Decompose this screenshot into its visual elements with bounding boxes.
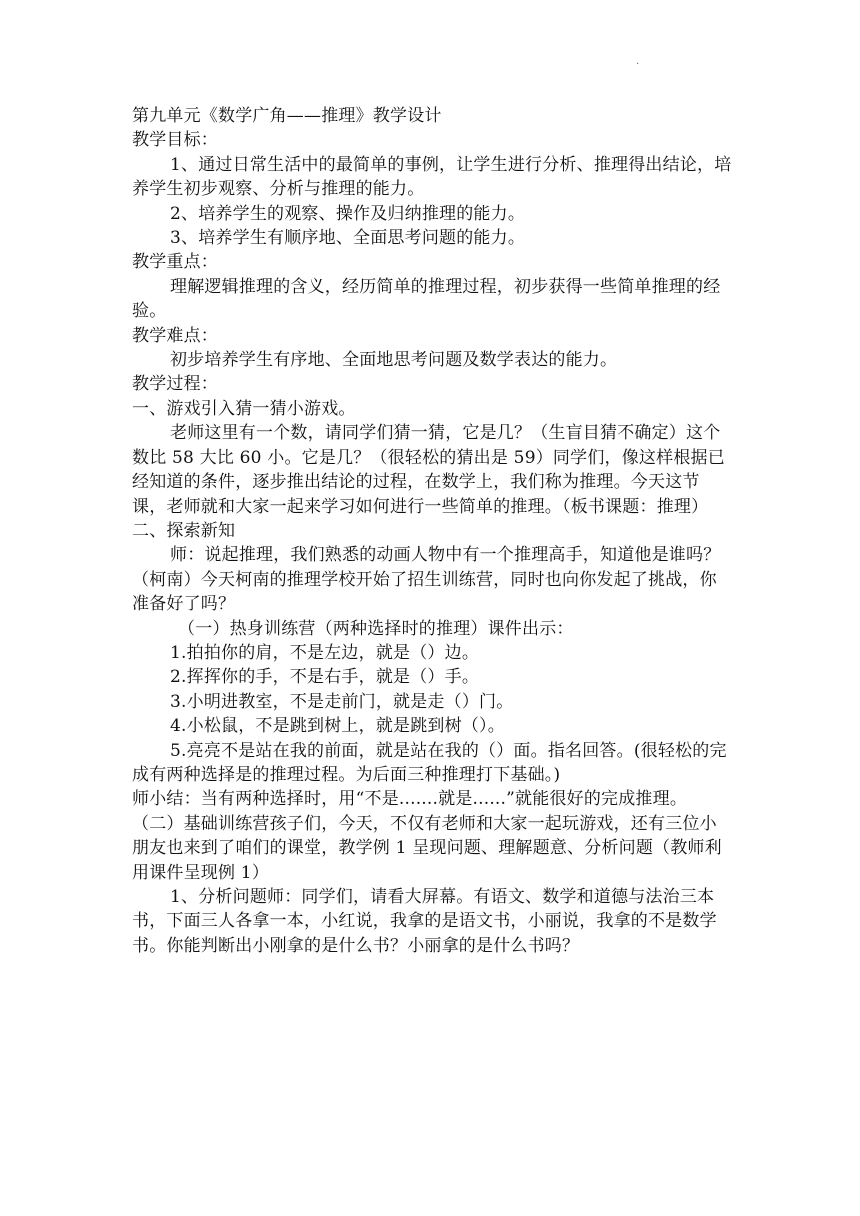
exercise-item-3: 3.小明进教室，不是走前门，就是走（）门。 — [170, 691, 514, 712]
exercise-item-2: 2.挥挥你的手，不是右手，就是（）手。 — [170, 667, 480, 688]
section-2-paragraph: 师：说起推理，我们熟悉的动画人物中有一个推理高手，知道他是谁吗？（柯南）今天柯南的推理学校开始了招生训练营，同时也向你发起了挑战，你准备好了吗？ — [132, 545, 721, 615]
process-heading: 教学过程： — [132, 374, 218, 395]
key-points-heading: 教学重点： — [132, 252, 218, 273]
section-2-heading: 二、探索新知 — [132, 520, 236, 541]
key-points-text: 理解逻辑推理的含义，经历简单的推理过程，初步获得一些简单推理的经验。 — [132, 276, 721, 322]
teacher-summary: 师小结：当有两种选择时，用“不是.......就是......”就能很好的完成推理。 — [132, 789, 688, 810]
exercise-item-5: 5.亮亮不是站在我的前面，就是站在我的（）面。指名回答。(很轻松的完成有两种选择是的推理过程。为后面三种推理打下基础。) — [132, 740, 727, 785]
corner-mark: . — [636, 56, 640, 67]
section-1-heading: 一、游戏引入猜一猜小游戏。 — [132, 398, 356, 419]
exercise-item-4: 4.小松鼠，不是跳到树上，就是跳到树（）。 — [170, 716, 505, 737]
camp-1-heading: （一）热身训练营（两种选择时的推理）课件出示： — [178, 618, 574, 639]
analysis-paragraph: 1、分析问题师：同学们，请看大屏幕。有语文、数学和道德与法治三本书，下面三人各拿一本，小红说，我拿的是语文书，小丽说，我拿的不是数学书。你能判断出小刚拿的是什么书？小丽拿的是什么书吗？ — [132, 887, 717, 956]
objective-item-2: 2、培养学生的观察、操作及归纳推理的能力。 — [170, 203, 526, 224]
section-1-paragraph: 老师这里有一个数，请同学们猜一猜，它是几？（生盲目猜不确定）这个数比 58 大比 60 小。它是几？（很轻松的猜出是 59）同学们，像这样根据已经知道的条件，逐步推出结论的过程，在数学上，我们称为推理。今天这节课，老师就和大家一起来学习如何进行一些简单的推理。（板书课题：推理） — [132, 423, 725, 517]
document-body — [132, 104, 732, 958]
difficulty-heading: 教学难点： — [132, 325, 218, 346]
camp-2-paragraph: （二）基础训练营孩子们，今天，不仅有老师和大家一起玩游戏，还有三位小朋友也来到了咱们的课堂，教学例 1 呈现问题、理解题意、分析问题（教师利用课件呈现例 1） — [132, 813, 722, 883]
exercise-item-1: 1.拍拍你的肩，不是左边，就是（）边。 — [170, 642, 480, 663]
objective-item-1: 1、通过日常生活中的最简单的事例，让学生进行分析、推理得出结论，培养学生初步观察、分析与推理的能力。 — [132, 154, 732, 200]
difficulty-text: 初步培养学生有序地、全面地思考问题及数学表达的能力。 — [170, 350, 618, 371]
objectives-heading: 教学目标： — [132, 130, 218, 151]
document-title: 第九单元《数学广角——推理》教学设计 — [132, 106, 442, 126]
objective-item-3: 3、培养学生有顺序地、全面思考问题的能力。 — [170, 228, 526, 249]
